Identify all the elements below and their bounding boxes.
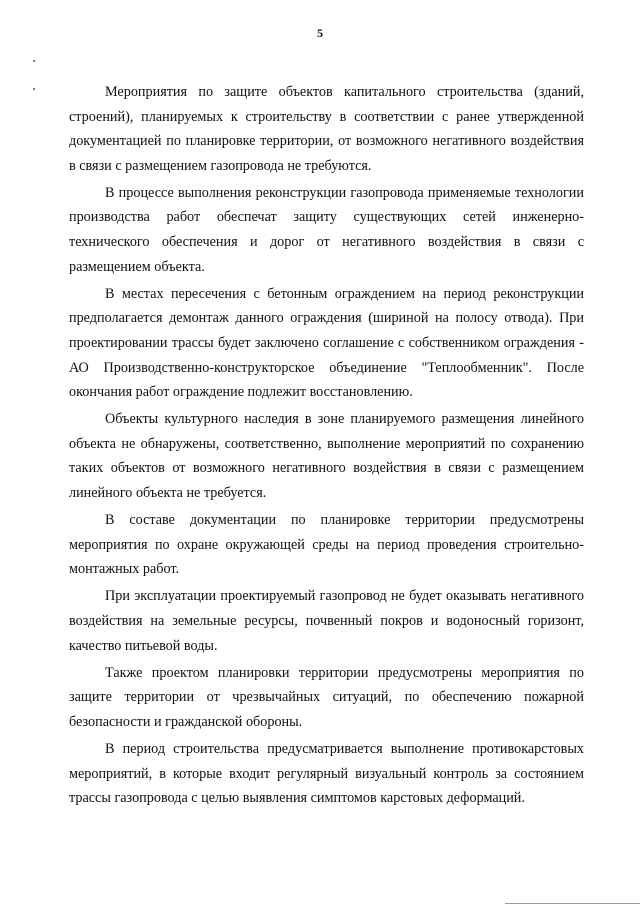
document-body bbox=[69, 80, 584, 813]
paragraph: В местах пересечения с бетонным ограждением на период реконструкции предполагается демонтаж данного ограждения (шириной на полосу отвода). При проектировании трассы будет заключено соглашение с собственником ограждения - АО Производственно-конструкторское объединение "Теплообменник". После окончания работ ограждение подлежит восстановлению. bbox=[69, 285, 584, 401]
paragraph: При эксплуатации проектируемый газопровод не будет оказывать негативного воздействия на земельные ресурсы, почвенный покров и водоносный горизонт, качество питьевой воды. bbox=[69, 588, 584, 654]
paragraph: В составе документации по планировке территории предусмотрены мероприятия по охране окружающей среды на период проведения строительно-монтажных работ. bbox=[69, 512, 584, 578]
paragraph: В период строительства предусматривается выполнение противокарстовых мероприятий, в которые входит регулярный визуальный контроль за состоянием трассы газопровода с целью выявления симптомов карстовых деформаций. bbox=[69, 740, 584, 807]
scan-speck bbox=[33, 60, 35, 62]
paragraph: В процессе выполнения реконструкции газопровода применяемые технологии производства работ обеспечат защиту существующих сетей инженерно-технического обеспечения и дорог от негативного воздействия в связи с размещением объекта. bbox=[69, 184, 584, 275]
paragraph: Также проектом планировки территории предусмотрены мероприятия по защите территории от чрезвычайных ситуаций, по обеспечению пожарной безопасности и гражданской обороны. bbox=[69, 664, 584, 730]
page-number: 5 bbox=[317, 26, 323, 40]
paragraph: Мероприятия по защите объектов капитального строительства (зданий, строений), планируемых к строительству в соответствии с ранее утвержденной документацией по планировке территории, от возможного негативного воздействия в связи с размещением газопровода не требуются. bbox=[69, 84, 584, 174]
paragraph: Объекты культурного наследия в зоне планируемого размещения линейного объекта не обнаружены, соответственно, выполнение мероприятий по сохранению таких объектов от возможного негативного воздействия в связи с размещением линейного объекта не требуется. bbox=[69, 411, 584, 501]
scan-speck bbox=[33, 88, 35, 90]
scan-edge-line bbox=[505, 903, 640, 904]
